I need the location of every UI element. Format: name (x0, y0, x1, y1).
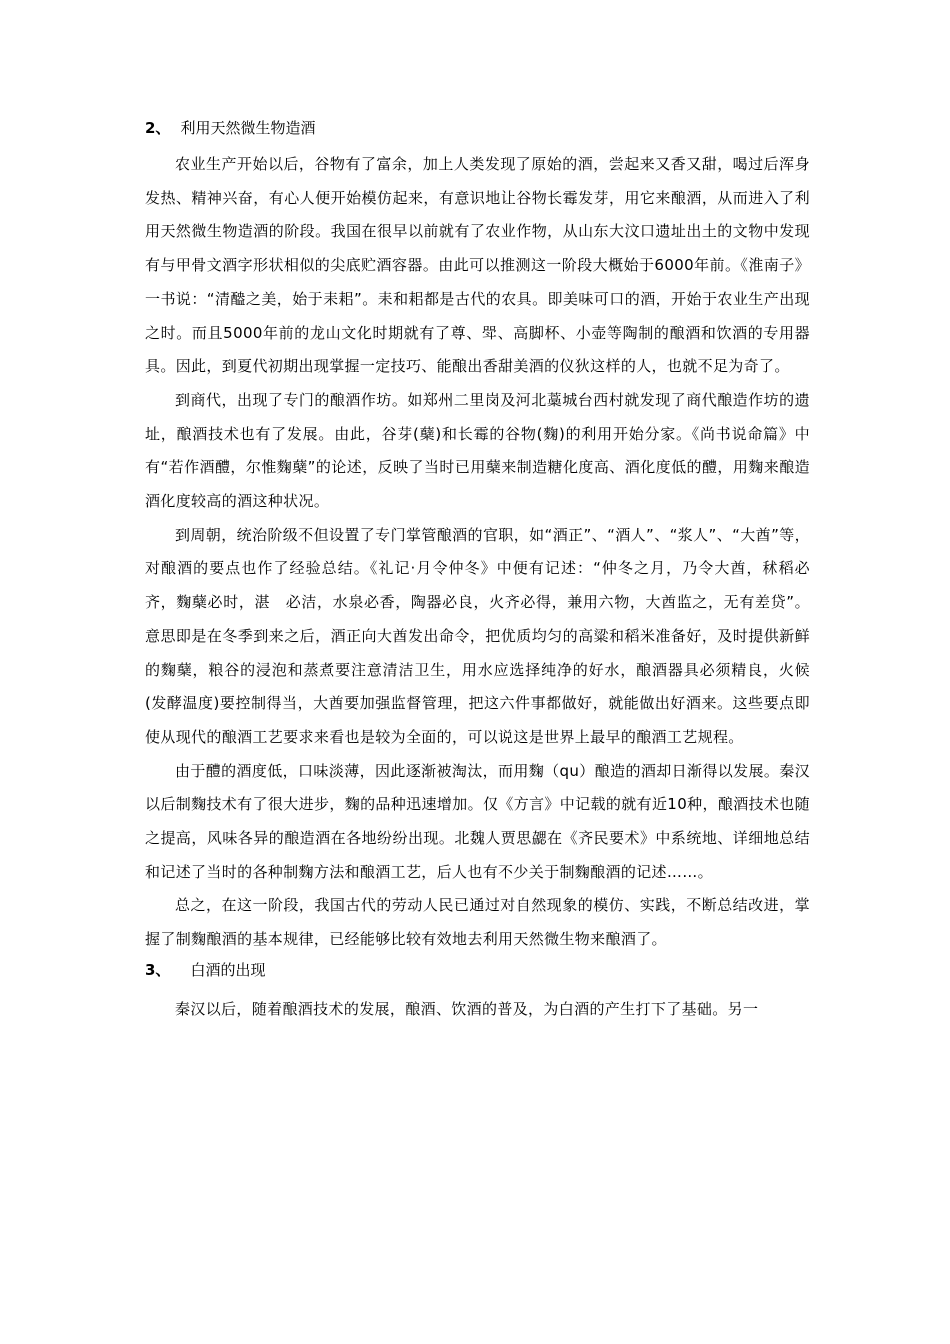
paragraph: 到周朝，统治阶级不但设置了专门掌管酿酒的官职，如“酒正”、“酒人”、“浆人”、“大酋”等，对酿酒的要点也作了经验总结。《礼记·月令仲冬》中便有记述：“仲冬之月，乃令大酋，秫稻必齐，麴蘖必时，湛 必洁，水泉必香，陶器必良，火齐必得，兼用六物，大酋监之，无有差贷”。意思即是在冬季到来之后，酒正向大酋发出命令，把优质均匀的高粱和稻米准备好，及时提供新鲜的麴蘖，粮谷的浸泡和蒸煮要注意清洁卫生，用水应选择纯净的好水，酿酒器具必须精良，火候(发酵温度)要控制得当，大酋要加强监督管理，把这六件事都做好，就能做出好酒来。这些要点即使从现代的酿酒工艺要求来看也是较为全面的，可以说这是世界上最早的酿酒工艺规程。 (145, 525, 810, 746)
paragraph: 由于醴的酒度低，口味淡薄，因此逐渐被淘汰，而用麴（qu）酿造的酒却日渐得以发展。秦汉以后制麴技术有了很大进步，麴的品种迅速增加。仅《方言》中记载的就有近10种，酿酒技术也随之提高，风味各异的酿造酒在各地纷纷出现。北魏人贾思勰在《齐民要术》中系统地、详细地总结和记述了当时的各种制麴方法和酿酒工艺，后人也有不少关于制麴酿酒的记述……。 (145, 761, 810, 881)
section-title: 利用天然微生物造酒 (180, 119, 316, 137)
paragraph: 秦汉以后，随着酿酒技术的发展，酿酒、饮酒的普及，为白酒的产生打下了基础。另一 (175, 999, 759, 1018)
section-title: 白酒的出现 (190, 960, 266, 979)
section-heading (145, 118, 810, 138)
section-heading (145, 960, 810, 980)
paragraph: 农业生产开始以后，谷物有了富余，加上人类发现了原始的酒，尝起来又香又甜，喝过后浑身发热、精神兴奋，有心人便开始模仿起来，有意识地让谷物长霉发芽，用它来酿酒，从而进入了利用天然微生物造酒的阶段。我国在很早以前就有了农业作物，从山东大汶口遗址出土的文物中发现有与甲骨文酒字形状相似的尖底贮酒容器。由此可以推测这一阶段大概始于6000年前。《淮南子》一书说：“清醠之美，始于耒耜”。耒和耜都是古代的农具。即美味可口的酒，开始于农业生产出现之时。而且5000年前的龙山文化时期就有了尊、斝、高脚杯、小壶等陶制的酿酒和饮酒的专用器具。因此，到夏代初期出现掌握一定技巧、能酿出香甜美酒的仪狄这样的人，也就不足为奇了。 (145, 155, 810, 376)
section-number: 2、 (145, 119, 171, 137)
paragraph: 总之，在这一阶段，我国古代的劳动人民已通过对自然现象的模仿、实践，不断总结改进，掌握了制麴酿酒的基本规律，已经能够比较有效地去利用天然微生物来酿酒了。 (145, 896, 810, 949)
paragraph: 到商代，出现了专门的酿酒作坊。如郑州二里岗及河北藁城台西村就发现了商代酿造作坊的遗址，酿酒技术也有了发展。由此，谷芽(蘖)和长霉的谷物(麴)的利用开始分家。《尚书说命篇》中有“若作酒醴，尔惟麴蘖”的论述，反映了当时已用蘖来制造糖化度高、酒化度低的醴，用麴来酿造酒化度较高的酒这种状况。 (145, 390, 810, 511)
document-body (145, 118, 810, 1027)
section-number: 3、 (145, 960, 171, 979)
